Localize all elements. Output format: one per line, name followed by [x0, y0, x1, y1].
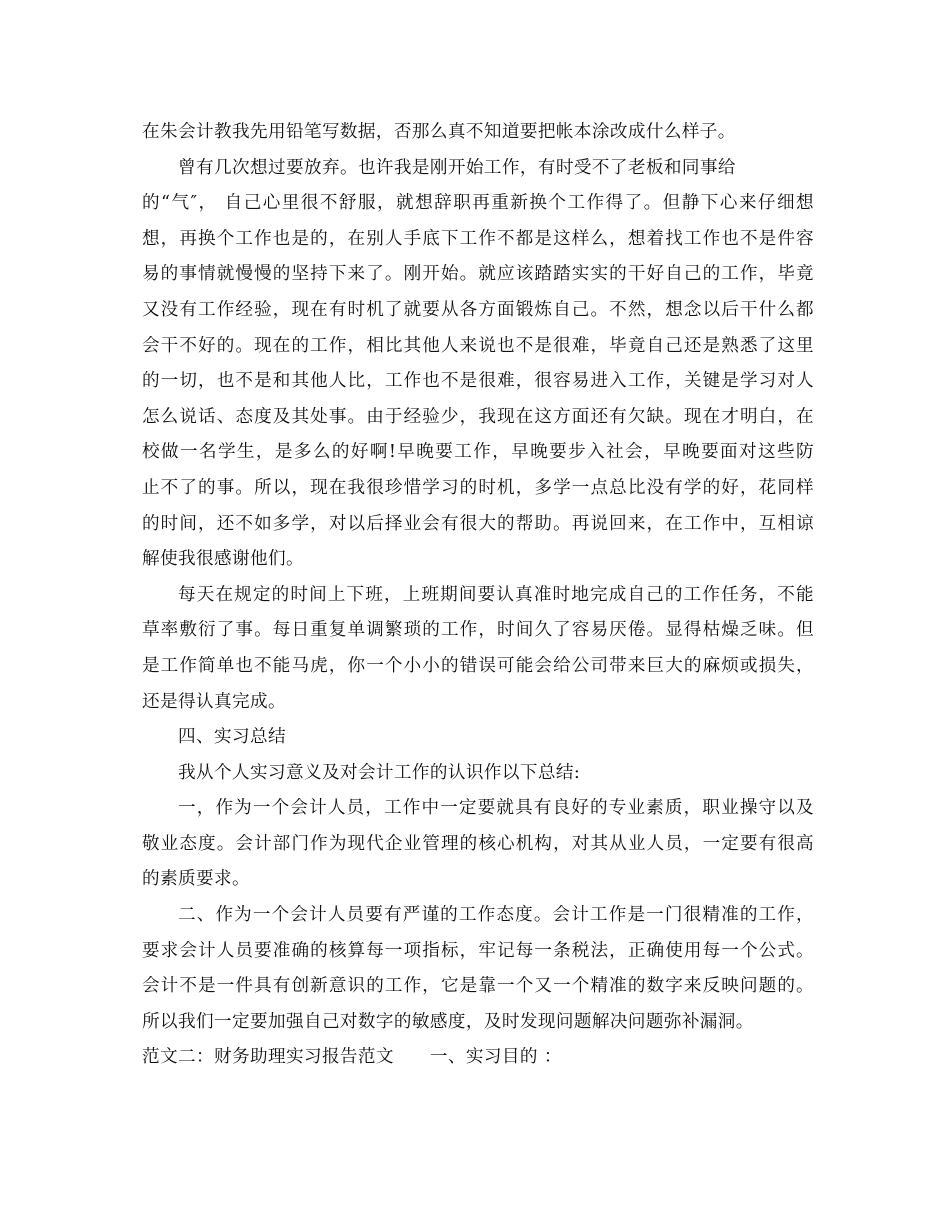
text-line: 想，再换个工作也是的，在别人手底下工作不都是这样么，想着找工作也不是件容 [142, 228, 814, 249]
text-line: 会干不好的。现在的工作，相比其他人来说也不是很难，毕竟自己还是熟悉了这里 [142, 335, 814, 356]
text-line: 会计不是一件具有创新意识的工作，它是靠一个又一个精准的数字来反映问题的。 [142, 976, 814, 997]
text-line: 止不了的事。所以，现在我很珍惜学习的时机，多学一点总比没有学的好，花同样 [142, 477, 814, 498]
document-body [142, 115, 814, 1076]
text-line: 二、作为一个会计人员要有严谨的工作态度。会计工作是一门很精准的工作， [178, 905, 814, 926]
text-line: 的“气″， 自己心里很不舒服，就想辞职再重新换个工作得了。但静下心来仔细想 [142, 193, 814, 214]
text-line: 怎么说话、态度及其处事。由于经验少，我现在这方面还有欠缺。现在才明白，在 [142, 406, 814, 427]
text-line: 要求会计人员要准确的核算每一项指标，牢记每一条税法，正确使用每一个公式。 [142, 940, 814, 961]
text-line: 的时间，还不如多学，对以后择业会有很大的帮助。再说回来，在工作中，互相谅 [142, 513, 814, 534]
text-line: 又没有工作经验，现在有时机了就要从各方面锻炼自己。不然，想念以后干什么都 [142, 299, 814, 320]
text-line: 的一切，也不是和其他人比，工作也不是很难，很容易进入工作，关键是学习对人 [142, 371, 814, 392]
text-line: 每天在规定的时间上下班，上班期间要认真准时地完成自己的工作任务，不能 [178, 584, 814, 605]
text-line: 草率敷衍了事。每日重复单调繁琐的工作，时间久了容易厌倦。显得枯燥乏味。但 [142, 620, 814, 641]
text-line: 所以我们一定要加强自己对数字的敏感度，及时发现问题解决问题弥补漏洞。 [142, 1011, 754, 1032]
text-line: 曾有几次想过要放弃。也许我是刚开始工作，有时受不了老板和同事给 [178, 157, 736, 178]
text-line: 敬业态度。会计部门作为现代企业管理的核心机构，对其从业人员，一定要有很高 [142, 833, 814, 854]
text-line: 解使我很感谢他们。 [142, 549, 304, 570]
text-line: 是工作简单也不能马虎，你一个小小的错误可能会给公司带来巨大的麻烦或损失， [142, 655, 814, 676]
text-line: 易的事情就慢慢的坚持下来了。刚开始。就应该踏踏实实的干好自己的工作，毕竟 [142, 264, 814, 285]
text-line: 还是得认真完成。 [142, 691, 286, 712]
text-line: 校做一名学生，是多么的好啊!早晚要工作，早晚要步入社会，早晚要面对这些防 [142, 442, 814, 463]
text-line: 的素质要求。 [142, 869, 250, 890]
text-line: 一，作为一个会计人员，工作中一定要就具有良好的专业素质，职业操守以及 [178, 798, 814, 819]
text-line: 在朱会计教我先用铅笔写数据，否那么真不知道要把帐本涂改成什么样子。 [142, 122, 736, 142]
text-line: 我从个人实习意义及对会计工作的认识作以下总结: [178, 762, 581, 783]
section-heading: 四、实习总结 [178, 727, 286, 748]
section-title-line: 范文二：财务助理实习报告范文 一、实习目的 ： [142, 1047, 562, 1068]
